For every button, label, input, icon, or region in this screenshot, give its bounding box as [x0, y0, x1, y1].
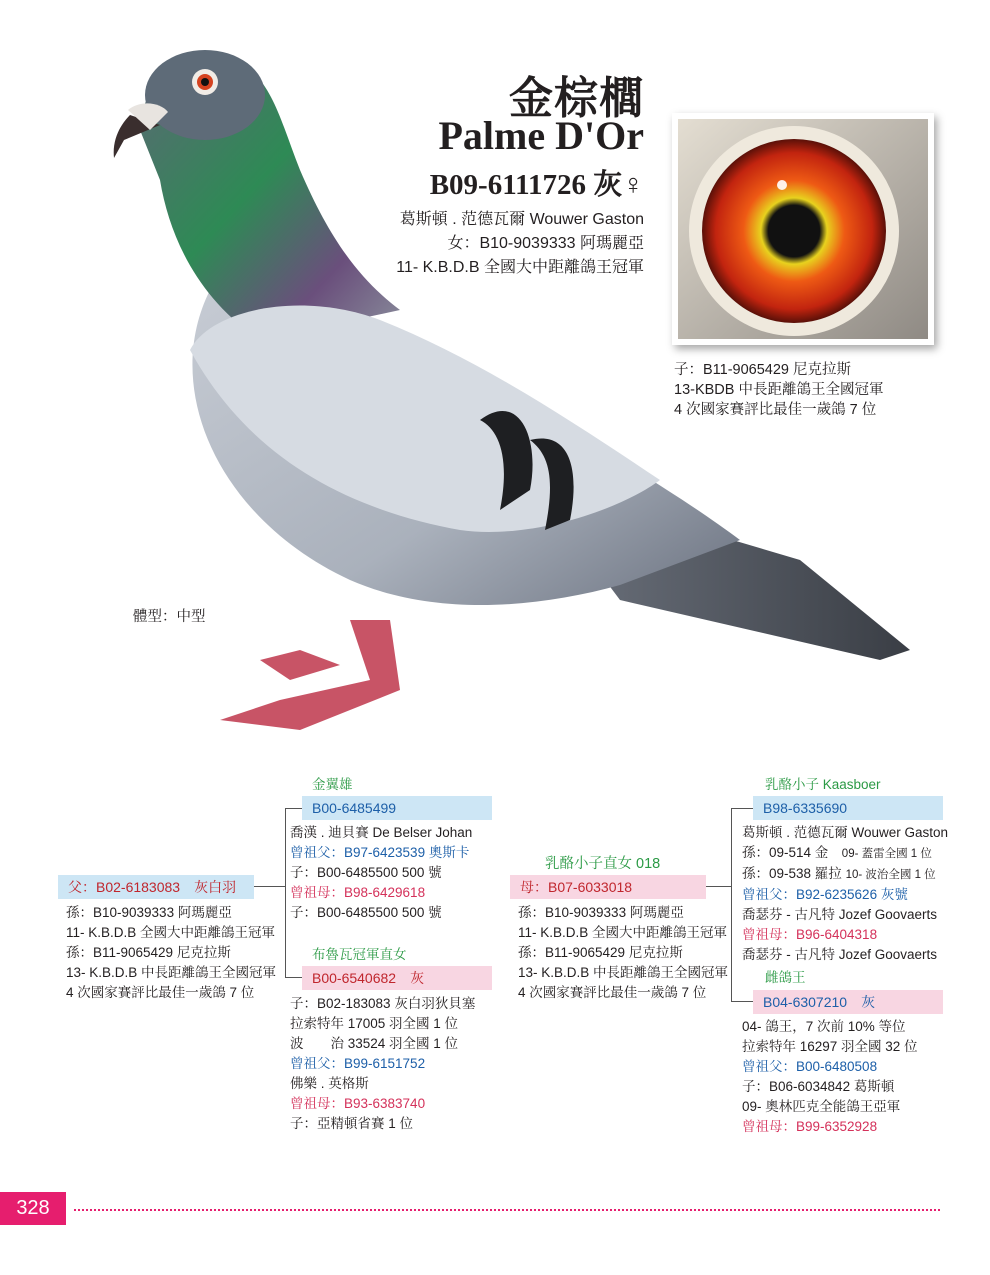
eye-caption-line1: 子：B11-9065429 尼克拉斯: [674, 362, 852, 378]
sire-bar: [58, 875, 254, 899]
note: 葛斯頓 . 范德瓦爾 Wouwer Gaston: [742, 825, 949, 840]
note: 喬瑟芬 - 古凡特 Jozef Goovaerts: [742, 907, 938, 922]
sire-note: 11- K.B.D.B 全國大中距離鴿王冠軍: [66, 925, 276, 940]
note: 曾祖母：B99-6352928: [742, 1119, 878, 1134]
sire-note: 孫：B10-9039333 阿瑪麗亞: [66, 905, 232, 920]
note: 拉索特年 17005 羽全國 1 位: [290, 1016, 459, 1031]
sire-note: 孫：B11-9065429 尼克拉斯: [66, 945, 231, 960]
grandsire-name: 金翼雄: [312, 777, 353, 792]
connector: [285, 808, 286, 978]
daughter-line: 女：B10-9039333 阿瑪麗亞: [447, 235, 644, 252]
dam-note: 4 次國家賽評比最佳一歲鴿 7 位: [518, 985, 707, 1000]
granddam-name: 布魯瓦冠軍直女: [312, 947, 407, 962]
connector: [731, 808, 753, 809]
note: 子：B06-6034842 葛斯頓: [742, 1079, 895, 1094]
connector: [285, 808, 302, 809]
note: 10- 波治全國 1 位: [845, 869, 936, 881]
dam-granddam-notes: [742, 1017, 918, 1137]
connector: [706, 886, 732, 887]
dam-note: 孫：B10-9039333 阿瑪麗亞: [518, 905, 684, 920]
note: 子：B00-6485500 500 號: [290, 905, 442, 920]
grandsire-bar: [302, 796, 492, 820]
dam-granddam-bar: [753, 990, 943, 1014]
achievement-line: 11- K.B.D.B 全國大中距離鴿王冠軍: [396, 259, 644, 276]
ring-number: B09-6111726 灰♀: [429, 169, 644, 201]
title-english: Palme D'Or: [438, 113, 644, 158]
note: 曾祖母：B96-6404318: [742, 927, 878, 942]
dam-granddam-ring: B04-6307210 灰: [763, 994, 876, 1010]
dam-grandsire-name: 乳酪小子 Kaasboer: [765, 777, 881, 792]
note: 喬漢 . 迪貝賽 De Belser Johan: [290, 825, 473, 840]
dam-ring: 母：B07-6033018: [520, 879, 633, 895]
note: 09- 奧林匹克全能鴿王亞軍: [742, 1099, 901, 1114]
note: 拉索特年 16297 羽全國 32 位: [742, 1039, 918, 1054]
dam-note: 11- K.B.D.B 全國大中距離鴿王冠軍: [518, 925, 728, 940]
grandsire-ring: B00-6485499: [312, 800, 397, 816]
body-type: 體型：中型: [133, 609, 206, 625]
granddam-notes: [290, 994, 475, 1134]
granddam-ring: B00-6540682 灰: [312, 970, 425, 986]
note: 子：亞精頓省賽 1 位: [290, 1116, 414, 1131]
connector: [254, 886, 286, 887]
dam-note: 13- K.B.D.B 中長距離鴿王全國冠軍: [518, 965, 729, 980]
note: 波 治 33524 羽全國 1 位: [290, 1036, 459, 1051]
dam-granddam-name: 雌鴿王: [765, 970, 806, 985]
dam-note: 孫：B11-9065429 尼克拉斯: [518, 945, 683, 960]
sire-ring: 父：B02-6183083 灰白羽: [68, 879, 237, 895]
eye-caption-line2: 13-KBDB 中長距離鴿王全國冠軍: [674, 382, 884, 398]
note: 09- 蓋雷全國 1 位: [841, 848, 932, 860]
breeder-line: 葛斯頓 . 范德瓦爾 Wouwer Gaston: [399, 211, 644, 228]
note: 曾祖父：B92-6235626 灰號: [742, 887, 908, 902]
dam-notes: [518, 903, 728, 1003]
granddam-bar: [302, 966, 492, 990]
note: 曾祖母：B93-6383740: [290, 1096, 426, 1111]
dotted-rule: [74, 1209, 940, 1211]
connector: [731, 1001, 753, 1002]
note: 孫：09-514 金: [742, 845, 829, 860]
note: 曾祖母：B98-6429618: [290, 885, 426, 900]
connector: [285, 977, 302, 978]
dam-grandsire-notes: [742, 823, 948, 965]
note: 04- 鴿王，7 次前 10% 等位: [742, 1019, 906, 1034]
note: 曾祖父：B97-6423539 奧斯卡: [290, 845, 470, 860]
dam-name: 乳酪小子直女 018: [545, 856, 661, 872]
eye-photo: [672, 113, 934, 345]
dam-bar: [510, 875, 706, 899]
eye-caption-line3: 4 次國家賽評比最佳一歲鴿 7 位: [674, 402, 877, 418]
sire-note: 13- K.B.D.B 中長距離鴿王全國冠軍: [66, 965, 277, 980]
note: 子：B02-183083 灰白羽狄貝塞: [290, 996, 476, 1011]
grandsire-notes: [290, 823, 472, 923]
note: 曾祖父：B00-6480508: [742, 1059, 878, 1074]
dam-grandsire-ring: B98-6335690: [763, 800, 848, 816]
note: 孫：09-538 羅拉: [742, 866, 842, 881]
connector: [731, 808, 732, 1002]
note: 子：B00-6485500 500 號: [290, 865, 442, 880]
dam-grandsire-bar: [753, 796, 943, 820]
title-chinese: 金棕櫚: [509, 73, 644, 124]
note: 曾祖父：B99-6151752: [290, 1056, 426, 1071]
note: 佛樂 . 英格斯: [290, 1076, 369, 1091]
page-number: 328: [0, 1192, 66, 1225]
sire-notes: [66, 903, 276, 1003]
note: 喬瑟芬 - 古凡特 Jozef Goovaerts: [742, 947, 938, 962]
eye-photo-frame: [672, 113, 934, 345]
sire-note: 4 次國家賽評比最佳一歲鴿 7 位: [66, 985, 255, 1000]
